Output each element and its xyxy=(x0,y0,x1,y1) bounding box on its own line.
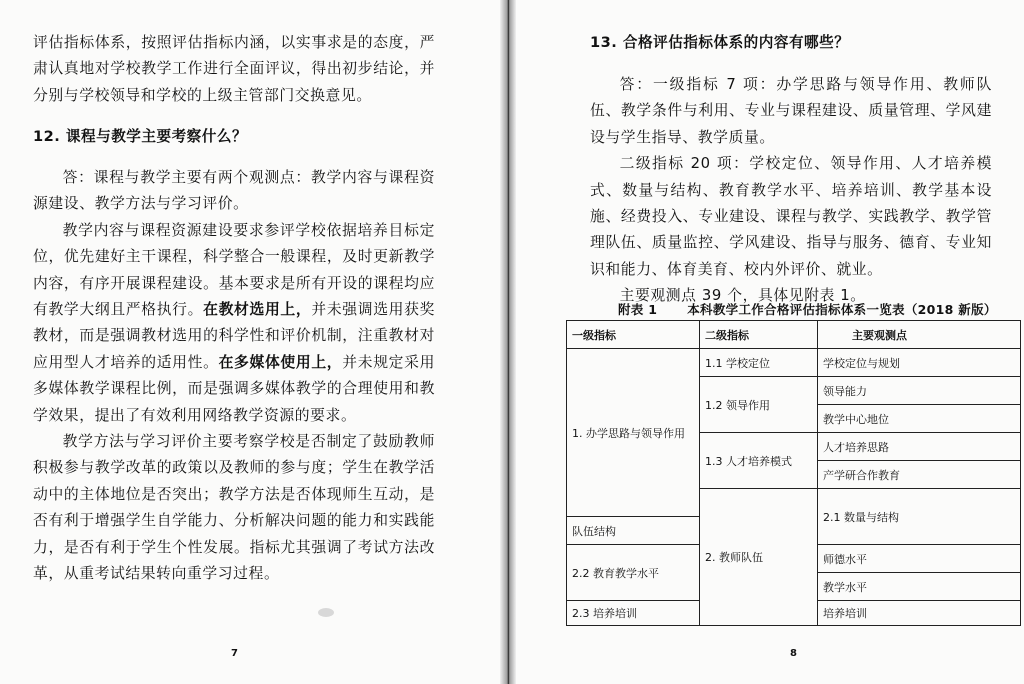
observation-point-cell: 人才培养思路 xyxy=(818,433,1021,461)
table-caption xyxy=(618,300,997,318)
observation-point-cell: 产学研合作教育 xyxy=(818,461,1021,489)
observation-point-cell: 队伍结构 xyxy=(567,517,700,545)
q12-multimedia-emphasis: 在多媒体使用上， xyxy=(218,353,343,371)
table-row xyxy=(567,349,1021,377)
level1-cell: 1. 办学思路与领导作用 xyxy=(567,349,700,517)
level2-cell: 1.1 学校定位 xyxy=(700,349,818,377)
book-spine xyxy=(500,0,516,684)
level2-cell: 1.3 人才培养模式 xyxy=(700,433,818,489)
level2-cell: 1.2 领导作用 xyxy=(700,377,818,433)
q13-level2-paragraph: 二级指标 20 项：学校定位、领导作用、人才培养模式、数量与结构、教育教学水平、培养培训、教学基本设施、经费投入、专业建设、课程与教学、实践教学、教学管理队伍、质量监控、学风建设、指导与服务、德育、专业知识和能力、体育美育、校内外评价、就业。 xyxy=(590,155,992,278)
continued-paragraph: 评估指标体系，按照评估指标内涵，以实事求是的态度，严肃认真地对学校教学工作进行全面评议，得出初步结论，并分别与学校领导和学校的上级主管部门交换意见。 xyxy=(33,34,435,104)
observation-point-cell: 教学中心地位 xyxy=(818,405,1021,433)
q12-para2-part2: 并未强调选用获奖教材，而是强调教材选用的科学性和评价机制，注重教材对应用型人才培养的适用性。 xyxy=(33,301,435,371)
q13-level1-paragraph: 答：一级指标 7 项：办学思路与领导作用、教师队伍、教学条件与利用、专业与课程建设、质量管理、学风建设与学生指导、教学质量。 xyxy=(590,76,992,146)
table-header-row xyxy=(567,321,1021,349)
page-number-right: 8 xyxy=(790,648,797,659)
table-label: 附表 1 xyxy=(618,302,658,317)
left-page-text-block xyxy=(33,30,435,109)
question-13-heading: 13. 合格评估指标体系的内容有哪些？ xyxy=(590,34,850,51)
page-number-left: 7 xyxy=(231,648,238,659)
q12-para2-part1: 教学内容与课程资源建设要求参评学校依据培养目标定位，优先建好主干课程，科学整合一般课程，及时更新教学内容，有序开展课程建设。基本要求是所有开设的课程均应有教学大纲且严格执行。 xyxy=(33,221,435,319)
level1-cell: 2. 教师队伍 xyxy=(700,489,818,626)
observation-point-cell: 教学水平 xyxy=(818,573,1021,601)
left-page xyxy=(0,0,508,684)
observation-point-cell: 师德水平 xyxy=(818,545,1021,573)
level2-cell: 2.1 数量与结构 xyxy=(818,489,1021,545)
right-page xyxy=(516,0,1024,684)
header-level1: 一级指标 xyxy=(567,321,700,349)
evaluation-index-table xyxy=(566,320,1021,626)
paper-smudge xyxy=(318,608,334,617)
table-title: 本科教学工作合格评估指标体系一览表（2018 新版） xyxy=(687,302,997,317)
level2-cell: 2.2 教育教学水平 xyxy=(567,545,700,601)
q13-observation-points-paragraph: 主要观测点 39 个，具体见附表 1。 xyxy=(619,287,866,305)
level2-cell: 2.3 培养培训 xyxy=(567,601,700,626)
question-12-heading: 12. 课程与教学主要考察什么？ xyxy=(33,128,248,145)
q12-textbook-emphasis: 在教材选用上， xyxy=(203,301,312,319)
observation-point-cell: 学校定位与规划 xyxy=(818,349,1021,377)
observation-point-cell: 培养培训 xyxy=(818,601,1021,626)
question-13-answer xyxy=(590,72,992,310)
q12-course-resources-paragraph xyxy=(33,218,435,429)
header-level2: 二级指标 xyxy=(700,321,818,349)
q12-para2-part3: 并未规定采用多媒体教学课程比例，而是强调多媒体教学的合理使用和教学效果，提出了有效利用网络教学资源的要求。 xyxy=(33,353,435,424)
question-12-answer xyxy=(33,165,435,588)
q12-teaching-method-paragraph: 教学方法与学习评价主要考察学校是否制定了鼓励教师积极参与教学改革的政策以及教师的参与度；学生在教学活动中的主体地位是否突出；教学方法是否体现师生互动，是否有利于增强学生自学能力、分析解决问题的能力和实践能力，是否有利于学生个性发展。指标尤其强调了考试方法改革，从重考试结果转向重学习过程。 xyxy=(33,433,435,583)
q12-answer-intro: 答：课程与教学主要有两个观测点：教学内容与课程资源建设、教学方法与学习评价。 xyxy=(33,169,435,213)
header-observation-points: 主要观测点 xyxy=(818,321,1021,349)
observation-point-cell: 领导能力 xyxy=(818,377,1021,405)
